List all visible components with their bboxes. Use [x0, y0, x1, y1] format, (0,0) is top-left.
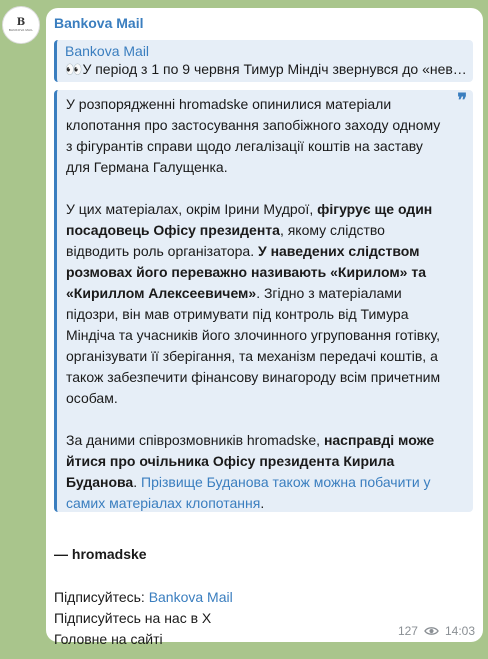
x-link[interactable]: Підписуйтесь на нас в X — [54, 610, 212, 626]
subscribe-line: Підписуйтесь: Bankova Mail — [54, 589, 233, 605]
quote-link[interactable]: Прізвище Буданова також можна побачити у самих матеріалах клопотання — [66, 474, 431, 511]
avatar-logo-icon: B — [16, 17, 26, 28]
quote-icon: ❞ — [457, 90, 467, 111]
message-meta — [398, 624, 475, 638]
channel-avatar[interactable] — [2, 6, 40, 44]
quote-paragraph-2: У цих матеріалах, окрім Ірини Мудрої, фігурує ще один посадовець Офісу президента, якому слідство відводить роль організатора. У наведених слідством розмовах його переважно називають «Кирилом» та «Кириллом Алексеевичем». Згідно з матеріалами підозри, він мав отримувати під контроль від Тимура Міндіча та учасників його злочинного угруповання готівку, організувати її зберігання, та механізм передачі коштів, а також забезпечити фінансову винагороду всім причетним особам. — [66, 201, 441, 406]
eye-icon — [424, 626, 439, 636]
channel-name[interactable]: Bankova Mail — [54, 15, 144, 31]
reply-author: Bankova Mail — [65, 43, 150, 59]
avatar-logo-text: BANKOVA MAIL — [8, 28, 34, 32]
site-link[interactable]: Головне на сайті — [54, 631, 163, 647]
footer-links — [54, 587, 473, 650]
blockquote — [54, 90, 473, 512]
reply-text: 👀У період з 1 по 9 червня Тимур Міндіч звернувся до «нев… — [65, 61, 467, 77]
reply-preview[interactable] — [54, 40, 473, 82]
source-attribution: — hromadske — [54, 546, 147, 562]
quote-paragraph-1: У розпорядженні hromadske опинилися матеріали клопотання про застосування запобіжного заходу одному з фігурантів справи щодо легалізації коштів на заставу для Германа Галущенка. — [66, 96, 441, 175]
views-count: 127 — [397, 624, 418, 638]
message-bubble — [46, 8, 483, 647]
subscribe-link[interactable]: Bankova Mail — [148, 589, 233, 605]
quote-paragraph-3: За даними співрозмовників hromadske, насправді може йтися про очільника Офісу президента Кирила Буданова. Прізвище Буданова також можна побачити у самих матеріалах клопотання. — [66, 432, 435, 511]
message-time: 14:03 — [444, 624, 475, 638]
eyes-emoji-icon: 👀 — [65, 61, 83, 77]
